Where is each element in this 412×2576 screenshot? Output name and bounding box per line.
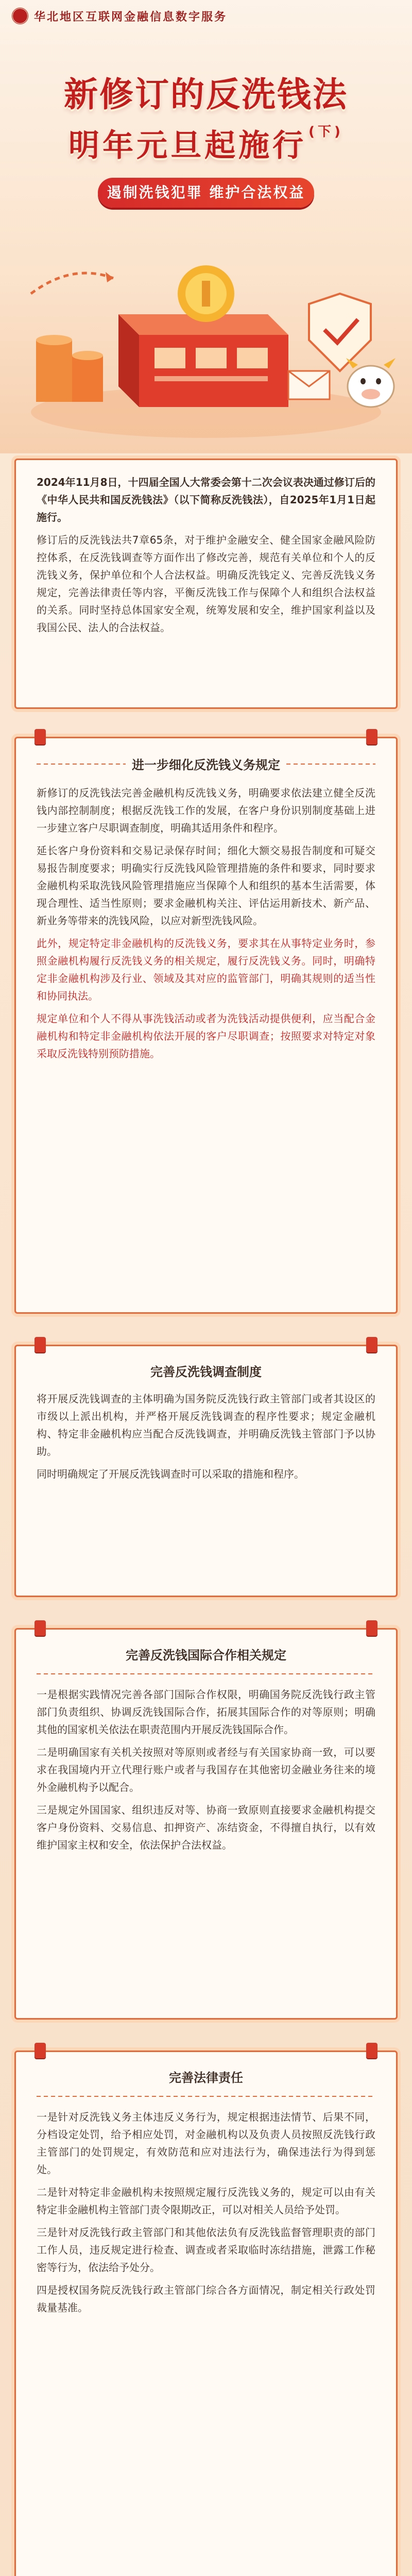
pin-icon: [366, 1620, 377, 1636]
section-title: 进一步细化反洗钱义务规定: [132, 758, 280, 772]
gold-coin-icon: [178, 265, 234, 322]
paragraph: 一是根据实践情况完善各部门国际合作权限，明确国务院反洗钱行政主管部门负责组织、协调反洗钱国际合作，拓展其国际合作的对等原则；明确其他的国家机关依法在职责范围内开展反洗钱国际合作。: [37, 1688, 375, 1736]
intro-card: [14, 459, 398, 709]
coin-stack-left-icon: [36, 335, 103, 402]
envelope-icon: [288, 371, 330, 399]
highlight-paragraph: 此外，规定特定非金融机构的反洗钱义务，要求其在从事特定业务时，参照金融机构履行反洗钱义务的相关规定，履行反洗钱义务。同时，明确特定非金融机构涉及行业、领域及其对应的监管部门，明确其规则的适当性和协同执法。: [37, 937, 375, 1002]
section-title: 完善反洗钱国际合作相关规定: [126, 1648, 286, 1663]
paragraph: 延长客户身份资料和交易记录保存时间；细化大额交易报告制度和可疑交易报告制度要求；明确实行反洗钱风险管理措施的条件和要求，同时要求金融机构采取洗钱风险管理措施应当保障个人和组织的基本生活需要，体现合理性、适当性原则；要求金融机构关注、评估运用新技术、新产品、新业务等带来的洗钱风险，以应对新型洗钱风险。: [37, 844, 375, 927]
bank-vault-icon: [118, 314, 288, 407]
pin-icon: [366, 1337, 377, 1352]
section-heading: [37, 755, 375, 773]
paragraph: 二是针对特定非金融机构未按照规定履行反洗钱义务的，规定可以由有关特定非金融机构主管部门责令限期改正，可以对相关人员给予处罚。: [37, 2186, 375, 2216]
divider: [37, 1673, 375, 1674]
pin-icon: [35, 2043, 46, 2058]
subtitle-banner: 遏制洗钱犯罪 维护合法权益: [98, 178, 314, 208]
pin-icon: [366, 729, 377, 744]
page-title-line-1: 新修订的反洗钱法: [64, 75, 348, 114]
section-title: 完善反洗钱调查制度: [150, 1365, 262, 1379]
paragraph: 三是针对反洗钱行政主管部门和其他依法负有反洗钱监督管理职责的部门工作人员，违反规定进行检查、调查或者采取临时冻结措施，泄露工作秘密等行为，依法给予处分。: [37, 2226, 375, 2274]
pin-icon: [35, 729, 46, 744]
obligations-card: [14, 737, 398, 1314]
international-card: [14, 1628, 398, 2020]
divider: [286, 764, 375, 765]
paragraph: 三是规定外国国家、组织违反对等、协商一致原则直接要求金融机构提交客户身份资料、交易信息、扣押资产、冻结资金，不得擅自执行，以有效维护国家主权和安全，依法保护合法权益。: [37, 1804, 375, 1851]
brand-name: 华北地区互联网金融信息数字服务: [34, 10, 228, 24]
paragraph: 一是针对反洗钱义务主体违反义务行为，规定根据违法情节、后果不同，分档设定处罚，给予相应处罚，对金融机构以及负责人员按照反洗钱行政主管部门的处罚规定，有效防范和应对违法行为，确保违法行为得到惩处。: [37, 2111, 375, 2176]
pin-icon: [35, 1337, 46, 1352]
section-title: 完善法律责任: [169, 2071, 243, 2085]
liability-card: [14, 2050, 398, 2576]
arrow-decoration-icon: [31, 272, 113, 294]
paragraph: 四是授权国务院反洗钱行政主管部门综合各方面情况，制定相关行政处罚裁量基准。: [37, 2284, 375, 2314]
shield-icon: [309, 294, 371, 371]
intro-paragraph: 修订后的反洗钱法共7章65条，对于维护金融安全、健全国家金融风险防控体系，在反洗钱调查等方面作出了修改完善，规范有关单位和个人的反洗钱义务，保护单位和个人合法权益。明确反洗钱定义、完善反洗钱义务规定，完善法律责任等内容，平衡反洗钱工作与保障个人和组织合法权益的关系。同时坚持总体国家安全观，统筹发展和安全，维护国家利益以及我国公民、法人的合法权益。: [37, 534, 375, 634]
logo-seal-icon: [11, 7, 29, 25]
page-title-line-2: [0, 121, 412, 165]
page-title-line-2-text: 明年元旦起施行: [68, 128, 307, 164]
header-illustration: [0, 216, 412, 443]
intro-lead-paragraph: 2024年11月8日，十四届全国人大常委会第十二次会议表决通过修订后的《中华人民共和国反洗钱法》（以下简称反洗钱法），自2025年1月1日起施行。: [37, 476, 375, 523]
paragraph: 二是明确国家有关机关按照对等原则或者经与有关国家协商一致，可以要求在我国境内开立代理行账户或者与我国存在其他密切金融业务往来的境外金融机构予以配合。: [37, 1746, 375, 1793]
divider: [37, 2096, 375, 2097]
header-banner: [0, 0, 412, 453]
highlight-paragraph: 规定单位和个人不得从事洗钱活动或者为洗钱活动提供便利，应当配合金融机构和特定非金融机构依法开展的客户尽职调查；按照要求对特定对象采取反洗钱特别预防措施。: [37, 1012, 375, 1060]
page-title-suffix: (下): [308, 124, 344, 140]
cow-mascot-icon: [346, 358, 396, 407]
paragraph: 将开展反洗钱调查的主体明确为国务院反洗钱行政主管部门或者其设区的市级以上派出机构，并严格开展反洗钱调查的程序性要求；规定金融机构、特定非金融机构应当配合反洗钱调查，并明确反洗钱主管部门予以协助。: [37, 1393, 375, 1458]
investigation-card: [14, 1345, 398, 1597]
divider: [37, 764, 126, 765]
pin-icon: [366, 2043, 377, 2058]
brand-logo: [11, 7, 227, 25]
pin-icon: [35, 1620, 46, 1636]
paragraph: 新修订的反洗钱法完善金融机构反洗钱义务，明确要求依法建立健全反洗钱内部控制制度；根据反洗钱工作的发展，在客户身份识别制度基础上进一步建立客户尽职调查制度，明确其适用条件和程序。: [37, 787, 375, 834]
paragraph: 同时明确规定了开展反洗钱调查时可以采取的措施和程序。: [37, 1468, 304, 1480]
